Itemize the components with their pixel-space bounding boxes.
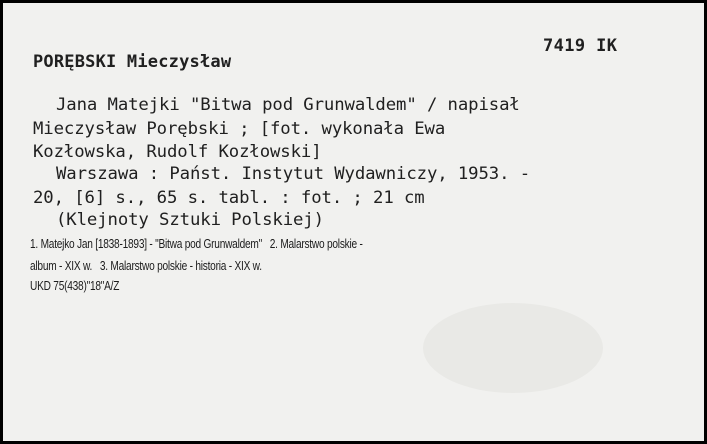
- paper-stain: [423, 303, 603, 393]
- series-line: (Klejnoty Sztuki Polskiej): [56, 210, 324, 230]
- title-line-2: Mieczysław Porębski ; [fot. wykonała Ewa: [33, 119, 446, 139]
- main-heading: PORĘBSKI Mieczysław: [33, 52, 232, 72]
- subject-tracing-line-1: 1. Matejko Jan [1838-1893] - "Bitwa pod Grunwaldem" 2. Malarstwo polskie -: [30, 236, 363, 251]
- subject-tracing-line-2: album - XIX w. 3. Malarstwo polskie - historia - XIX w.: [30, 258, 262, 273]
- physical-description-line: 20, [6] s., 65 s. tabl. : fot. ; 21 cm: [33, 188, 425, 208]
- title-line-3: Kozłowska, Rudolf Kozłowski]: [33, 142, 322, 162]
- publication-line: Warszawa : Państ. Instytut Wydawniczy, 1953. -: [56, 164, 530, 184]
- call-number: 7419 IK: [543, 36, 618, 56]
- udc-classification: UKD 75(438)"18"A/Z: [30, 278, 120, 293]
- catalog-card: [3, 3, 704, 441]
- title-line-1: Jana Matejki "Bitwa pod Grunwaldem" / napisał: [56, 95, 520, 115]
